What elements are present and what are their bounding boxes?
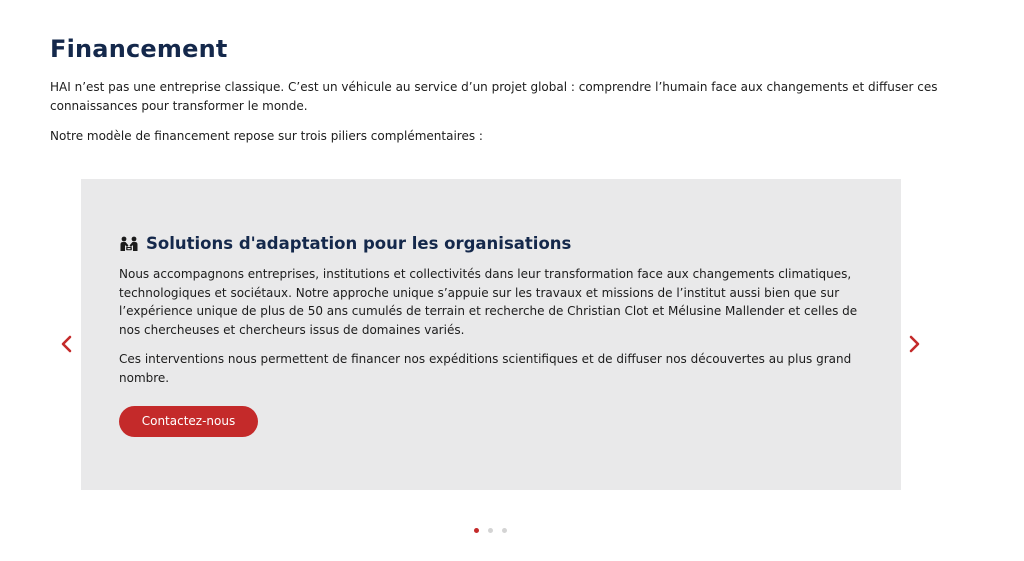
carousel-next-button[interactable]	[906, 334, 922, 354]
carousel-dot-2[interactable]	[488, 528, 493, 533]
slide-paragraph-2: Ces interventions nous permettent de financer nos expéditions scientifiques et de diffuser nos découvertes au plus grand nombre.	[119, 352, 852, 385]
chevron-left-icon	[59, 334, 75, 354]
carousel-pagination	[474, 528, 507, 533]
slide-heading	[119, 232, 571, 256]
carousel-dot-3[interactable]	[502, 528, 507, 533]
page-title: Financement	[50, 35, 228, 63]
contact-button[interactable]: Contactez-nous	[119, 406, 258, 437]
team-handshake-icon	[119, 236, 139, 252]
carousel-prev-button[interactable]	[59, 334, 75, 354]
chevron-right-icon	[906, 334, 922, 354]
pillars-intro: Notre modèle de financement repose sur trois piliers complémentaires :	[50, 129, 483, 143]
carousel-slide	[81, 179, 901, 490]
intro-paragraph: HAI n’est pas une entreprise classique. C’est un véhicule au service d’un projet global : comprendre l’humain face aux changements et diffuser ces connaissances pour transformer le monde.	[50, 80, 938, 113]
slide-title: Solutions d'adaptation pour les organisations	[146, 234, 572, 253]
carousel-dot-1[interactable]	[474, 528, 479, 533]
slide-paragraph-1: Nous accompagnons entreprises, institutions et collectivités dans leur transformation face aux changements climatiques, technologiques et sociétaux. Notre approche unique s’appuie sur les travaux et missions de l’institut aussi bien que sur l’expérience unique de plus de 50 ans cumulés de terrain et recherche de Christian Clot et Mélusine Mallender et celles de nos chercheuses et chercheurs issus de domaines variés.	[119, 267, 858, 337]
